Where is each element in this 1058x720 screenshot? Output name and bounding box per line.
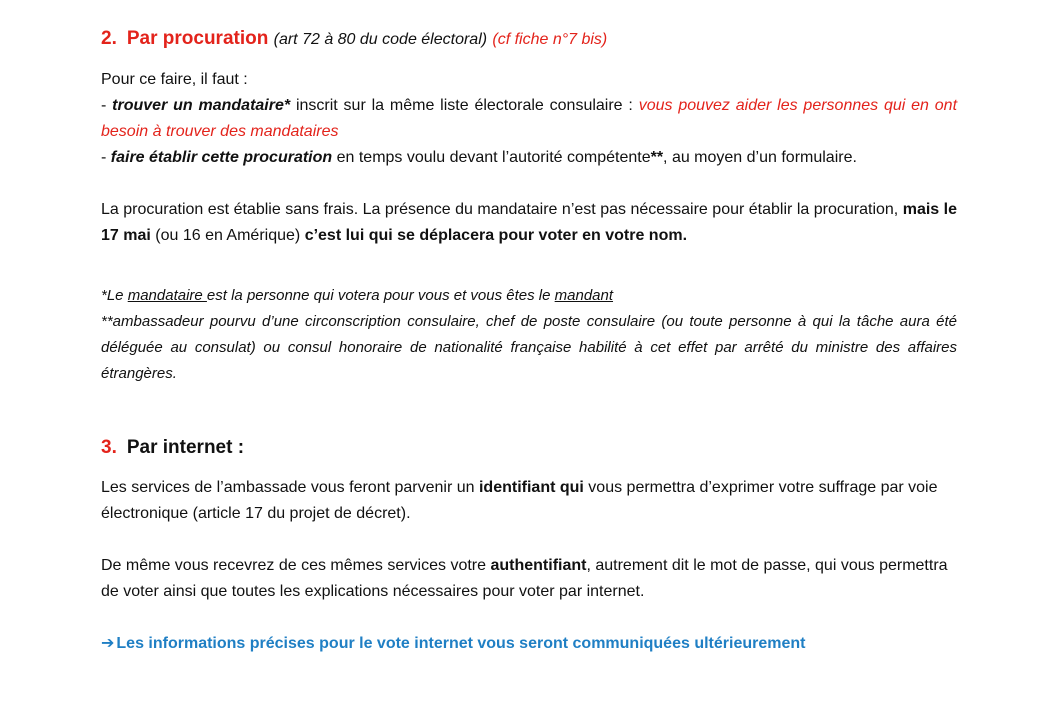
internet-1-text-2: vous permettra d’exprimer votre suffrage par voie électronique (article 17 du projet de décret). <box>101 479 938 522</box>
step-2-tail: , au moyen d’un formulaire. <box>663 149 857 166</box>
section-2-number: 2. <box>101 28 117 49</box>
internet-1-text-1: Les services de l’ambassade vous feront parvenir un <box>101 479 479 496</box>
section-2-ref: (art 72 à 80 du code électoral) <box>273 31 488 48</box>
section-3-title: Par internet : <box>126 437 245 458</box>
step-2-stars: ** <box>650 149 664 166</box>
footnote-1-mid: est la personne qui votera pour vous et vous êtes le <box>206 287 555 304</box>
final-notice-text: Les informations précises pour le vote internet vous seront communiquées ultérieurement <box>116 635 806 652</box>
internet-2-bold: authentifiant <box>490 557 587 574</box>
procuration-bold-2: c’est lui qui se déplacera pour voter en votre nom. <box>304 227 688 244</box>
internet-paragraph-1 <box>101 475 957 527</box>
section-3-heading <box>101 435 957 461</box>
section-3-number: 3. <box>101 437 117 458</box>
step-2-bold: faire établir cette procuration <box>110 149 333 166</box>
internet-2-text-2: , autrement dit le mot de passe, qui vous permettra de voter ainsi que toutes les explications nécessaires pour voter par internet. <box>101 557 948 600</box>
step-2-dash: - <box>101 149 111 166</box>
step-1-red-note: vous pouvez aider les personnes qui en ont besoin à trouver des mandataires <box>101 97 958 140</box>
intro-text: Pour ce faire, il faut : <box>101 71 248 88</box>
footnote-2: **ambassadeur pourvu d’une circonscription consulaire, chef de poste consulaire (ou toute personne à qui la tâche aura été déléguée au consulat) ou consul honoraire de nationalité française habilité à cet effet par arrêté du ministre des affaires étrangères. <box>101 313 957 382</box>
footnote-1-term-mandant: mandant <box>554 287 614 304</box>
internet-2-text-1: De même vous recevrez de ces mêmes services votre <box>101 557 491 574</box>
section-2-title: Par procuration <box>126 28 269 49</box>
final-notice <box>101 631 957 657</box>
footnote-1 <box>101 283 957 309</box>
internet-paragraph-2 <box>101 553 957 605</box>
step-1-bold: trouver un mandataire* <box>112 97 291 114</box>
document-page <box>101 26 957 657</box>
procuration-text-2: (ou 16 en Amérique) <box>150 227 305 244</box>
footnote-1-star: *Le <box>101 287 128 304</box>
step-1-dash: - <box>101 97 113 114</box>
section-2-fiche-link: (cf fiche n°7 bis) <box>492 31 608 48</box>
section-2-heading <box>101 26 957 53</box>
step-2-text: en temps voulu devant l’autorité compétente <box>332 149 651 166</box>
step-1 <box>101 93 957 145</box>
procuration-text-1: La procuration est établie sans frais. La présence du mandataire n’est pas nécessaire pour établir la procuration, <box>101 201 903 218</box>
procuration-bold-1: mais le 17 mai <box>101 201 957 244</box>
footnote-1-term-mandataire: mandataire <box>127 287 207 304</box>
internet-1-bold: identifiant qui <box>478 479 584 496</box>
step-1-text: inscrit sur la même liste électorale consulaire : <box>290 97 639 114</box>
arrow-right-icon: ➔ <box>101 635 115 652</box>
procuration-paragraph <box>101 197 957 249</box>
step-2 <box>101 145 957 171</box>
